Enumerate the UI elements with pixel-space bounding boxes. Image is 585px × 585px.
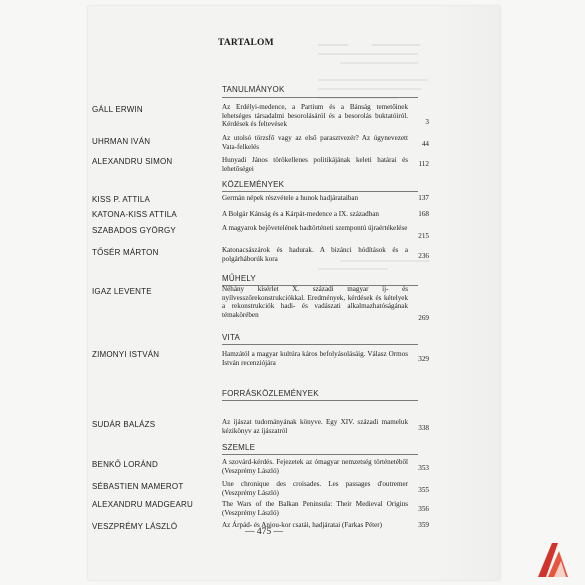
entry-author: ZIMONYI ISTVÁN	[92, 350, 160, 359]
entry-author: SZABADOS GYÖRGY	[92, 226, 176, 235]
contents-title: TARTALOM	[218, 38, 274, 48]
entry-title: The Wars of the Balkan Peninsula: Their Medieval Origins (Veszprémy László)	[222, 500, 408, 517]
section-heading-workshop: MŰHELY	[222, 274, 256, 283]
entry-page: 338	[418, 424, 429, 432]
entry-title: Hamzától a magyar kultúra káros befolyásolásáig. Válasz Ormos István recenziójára	[222, 350, 408, 367]
section-rule	[222, 344, 418, 345]
entry-title: Une chronique des croisades. Les passages d'outremer (Veszprémy László)	[222, 480, 408, 497]
entry-page: 215	[418, 232, 429, 240]
section-rule	[222, 97, 418, 98]
entry-title: A magyarok bejövetelének hadtörténeti szempontú újraértékelése	[222, 224, 408, 232]
entry-author: TŐSÉR MÁRTON	[92, 248, 159, 257]
entry-author: UHRMAN IVÁN	[92, 137, 151, 146]
entry-title: Néhány kísérlet X. századi magyar íj- és nyílvesszőrekonstrukciókkal. Eredmények, kérdések és kételyek a rekonstrukciók hadi- és vadászati alkalmazhatóságának témakörében	[222, 285, 408, 320]
entry-page: 353	[418, 464, 429, 472]
section-rule	[222, 400, 418, 401]
entry-title: Germán népek részvétele a hunok hadjárataiban	[222, 194, 359, 202]
entry-author: KATONA-KISS ATTILA	[92, 210, 177, 219]
entry-title: Az utolsó törzsfő vagy az első parasztvezér? Az úgynevezett Vata-felkelés	[222, 134, 408, 151]
entry-title: Az íjászat tudományának könyve. Egy XIV. századi mameluk kézikönyv az íjászatról	[222, 418, 408, 435]
section-heading-notes: KÖZLEMÉNYEK	[222, 180, 285, 189]
entry-author: GÁLL ERWIN	[92, 105, 143, 114]
entry-author: SUDÁR BALÁZS	[92, 420, 156, 429]
entry-author: VESZPRÉMY LÁSZLÓ	[92, 522, 178, 531]
section-heading-sources: FORRÁSKÖZLEMÉNYEK	[222, 389, 319, 398]
page-shading	[440, 6, 500, 580]
entry-page: 44	[421, 140, 429, 148]
entry-page: 112	[418, 160, 429, 168]
entry-page: 3	[425, 118, 429, 126]
entry-page: 137	[418, 194, 429, 202]
entry-page: 236	[418, 252, 429, 260]
entry-author: ALEXANDRU MADGEARU	[92, 500, 193, 509]
entry-author: IGAZ LEVENTE	[92, 287, 152, 296]
section-heading-review: SZEMLE	[222, 443, 256, 452]
section-heading-studies: TANULMÁNYOK	[222, 85, 285, 94]
entry-page: 168	[418, 210, 429, 218]
publisher-logo-icon	[532, 539, 572, 579]
entry-title: Az Árpád- és Anjou-kor csatái, hadjáratai (Farkas Péter)	[222, 521, 382, 529]
section-heading-debate: VITA	[222, 333, 240, 342]
section-rule	[222, 454, 418, 455]
entry-title: Katonacsászárok és hadurak. A bizánci hódítások és a polgárháborúk kora	[222, 246, 408, 263]
entry-author: ALEXANDRU SIMON	[92, 157, 173, 166]
entry-title: A Bolgár Kánság és a Kárpát-medence a IX. században	[222, 210, 379, 218]
entry-author: SÉBASTIEN MAMEROT	[92, 482, 184, 491]
entry-page: 359	[418, 521, 429, 529]
entry-title: A szovárd-kérdés. Fejezetek az ómagyar nemzetség történetéből (Veszprémy László)	[222, 458, 408, 475]
entry-page: 269	[418, 314, 429, 322]
entry-page: 355	[418, 486, 429, 494]
entry-page: 329	[418, 355, 429, 363]
entry-author: BENKŐ LORÁND	[92, 460, 158, 469]
entry-page: 356	[418, 505, 429, 513]
entry-title: Hunyadi János törökellenes politikájának keleti határai és lehetőségei	[222, 156, 408, 173]
entry-title: Az Erdélyi-medence, a Partium és a Bánság temetőinek lehetséges társadalmi besorolásáról és a besorolás buktatóiról. Kérdések és feltevések	[222, 103, 408, 129]
page-number-footer: — 475 —	[245, 527, 283, 537]
section-rule	[222, 191, 418, 192]
entry-author: KISS P. ATTILA	[92, 195, 151, 204]
